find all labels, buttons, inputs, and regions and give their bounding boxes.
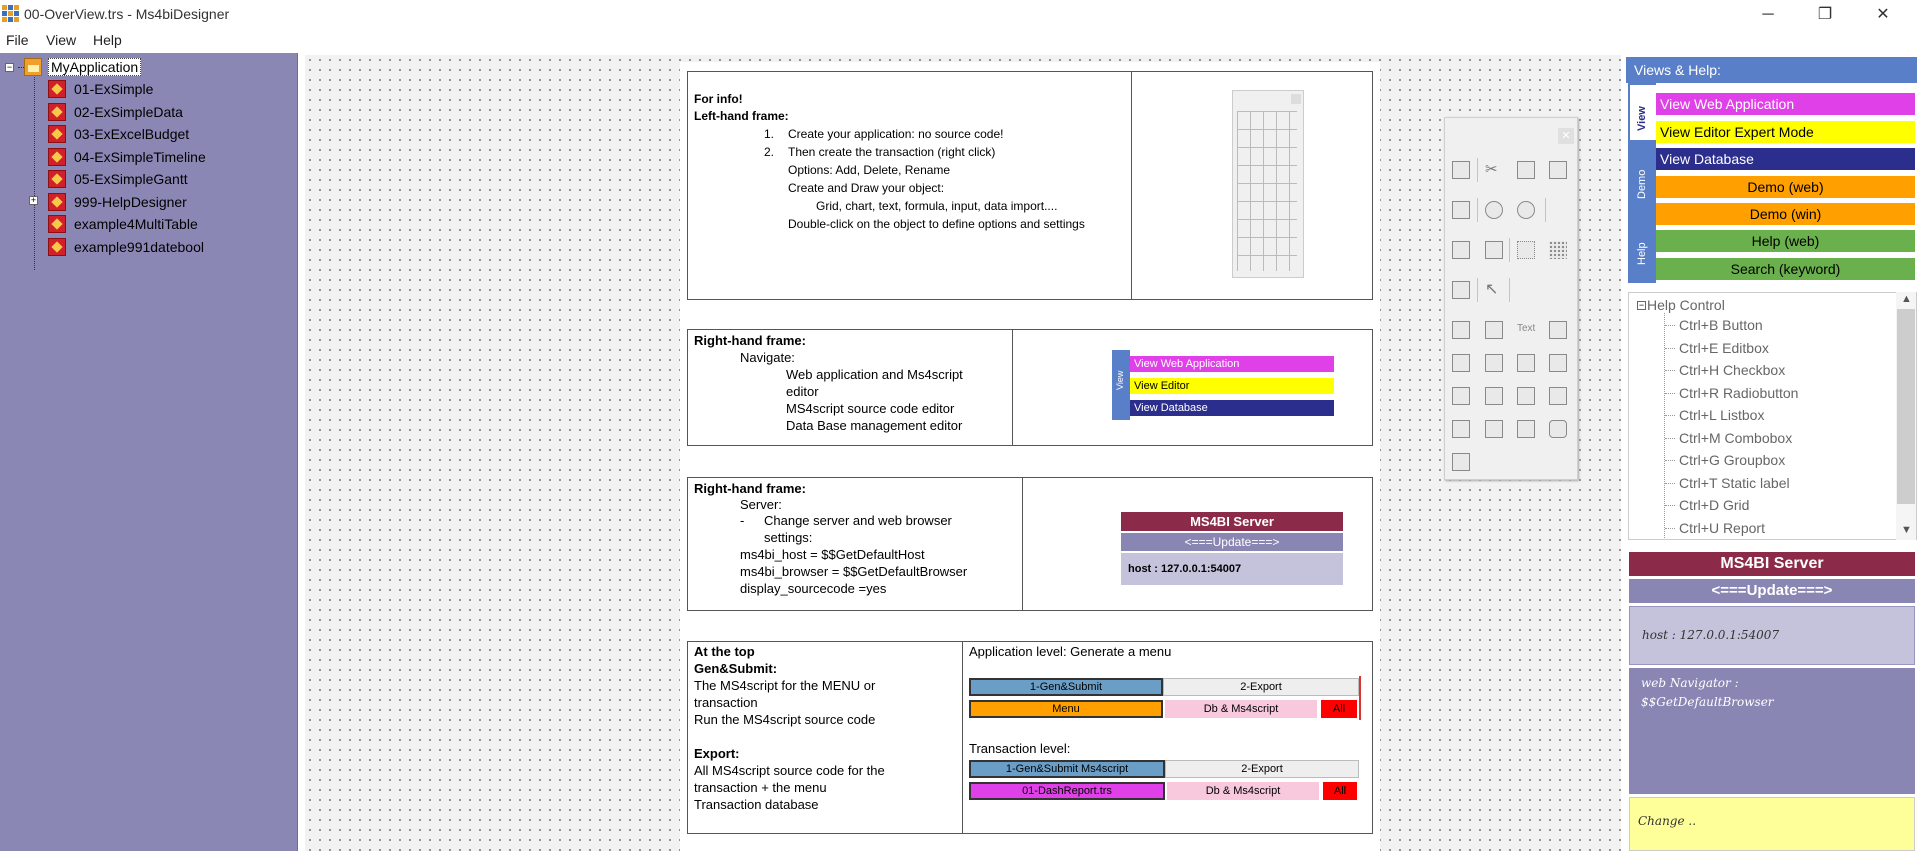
- text-tool-icon[interactable]: Text: [1517, 323, 1536, 334]
- maximize-button[interactable]: ❐: [1817, 6, 1833, 23]
- menu-file[interactable]: File: [6, 32, 29, 48]
- help-item[interactable]: Ctrl+M Combobox: [1679, 430, 1793, 446]
- cut-icon[interactable]: ✂: [1485, 161, 1498, 178]
- print-icon[interactable]: [1452, 201, 1470, 219]
- transaction-icon: [48, 148, 66, 166]
- checkbox-tool-icon[interactable]: [1485, 354, 1503, 372]
- document-tool-icon[interactable]: [1485, 420, 1503, 438]
- app-icon: [2, 5, 19, 22]
- transaction-icon: [48, 103, 66, 121]
- grid-tool-icon[interactable]: [1485, 387, 1503, 405]
- label-tool-icon[interactable]: [1549, 321, 1567, 339]
- select-area-icon[interactable]: [1517, 241, 1535, 259]
- transaction-icon: [48, 215, 66, 233]
- mini-view-editor: View Editor: [1130, 378, 1334, 394]
- view-database-button[interactable]: View Database: [1656, 148, 1915, 170]
- window-title: 00-OverView.trs - Ms4biDesigner: [24, 6, 230, 22]
- script-tool-icon[interactable]: [1517, 420, 1535, 438]
- mini-view-database: View Database: [1130, 400, 1334, 416]
- view-tab-image: View: [1112, 350, 1130, 420]
- transaction-icon: [48, 170, 66, 188]
- help-scrollbar-thumb[interactable]: [1897, 309, 1915, 504]
- tree-item[interactable]: example991datebool: [48, 236, 206, 258]
- refresh-tool-icon[interactable]: [1452, 420, 1470, 438]
- change-settings-field[interactable]: Change ..: [1629, 797, 1915, 851]
- mini-server-host: host : 127.0.0.1:54007: [1121, 553, 1343, 585]
- menu-bar: [0, 29, 1917, 52]
- help-item[interactable]: Ctrl+T Static label: [1679, 475, 1790, 491]
- scroll-down-icon[interactable]: ▼: [1901, 524, 1912, 536]
- server-title: MS4BI Server: [1629, 552, 1915, 576]
- help-control-root[interactable]: Help Control: [1647, 297, 1725, 313]
- mini-server-title: MS4BI Server: [1121, 512, 1343, 531]
- paste-icon[interactable]: [1549, 161, 1567, 179]
- info-frame-gen-submit[interactable]: At the top Gen&Submit: The MS4script for the MENU or transaction Run the MS4script source code Export: All MS4script source code for the transaction + the menu Transaction database Application level: Generate a menu 1-Gen&Submit 2-Export Menu Db & Ms4script All Transaction level: 1-Gen&Submit Ms4script 2-Export 01-DashReport.trs Db & Ms4script All: [687, 641, 1373, 834]
- frame1-heading2: Left-hand frame:: [694, 109, 789, 123]
- title-bar: [0, 0, 1917, 29]
- frame2-heading: Right-hand frame:: [694, 333, 806, 348]
- report-tool-icon[interactable]: [1452, 387, 1470, 405]
- groupbox-tool-icon[interactable]: [1452, 354, 1470, 372]
- tab-view[interactable]: View: [1630, 85, 1656, 140]
- server-host-field[interactable]: host : 127.0.0.1:54007: [1629, 606, 1915, 665]
- frame1-line1: Create your application: no source code!: [788, 127, 1004, 141]
- application-tree: [0, 53, 298, 851]
- copy-icon[interactable]: [1517, 161, 1535, 179]
- database-tool-icon[interactable]: [1549, 420, 1567, 438]
- tree-item[interactable]: 03-ExExcelBudget: [48, 123, 191, 145]
- web-navigator-panel: [1629, 668, 1915, 794]
- web-navigator-value: $$GetDefaultBrowser: [1641, 695, 1774, 709]
- grid-toggle-icon[interactable]: [1549, 241, 1567, 259]
- transaction-icon: [48, 238, 66, 256]
- table-tool-icon[interactable]: [1517, 387, 1535, 405]
- frame3-heading: Right-hand frame:: [694, 481, 806, 496]
- view-web-application-button[interactable]: View Web Application: [1656, 93, 1915, 115]
- tree-item[interactable]: 05-ExSimpleGantt: [48, 168, 190, 190]
- tree-item[interactable]: example4MultiTable: [48, 213, 200, 235]
- transaction-icon: [48, 193, 66, 211]
- expand-icon[interactable]: +: [30, 195, 37, 205]
- frame1-line5: Grid, chart, text, formula, input, data import....: [816, 199, 1058, 213]
- server-update-button[interactable]: <===Update===>: [1629, 579, 1915, 603]
- demo-win-button[interactable]: Demo (win): [1656, 203, 1915, 225]
- pin-icon[interactable]: [1485, 201, 1503, 219]
- help-control-tree[interactable]: [1628, 292, 1917, 540]
- tab-help[interactable]: Help: [1636, 242, 1648, 265]
- collapse-icon[interactable]: −: [1638, 300, 1645, 310]
- views-help-header: Views & Help:: [1626, 57, 1917, 83]
- frame1-line3: Options: Add, Delete, Rename: [788, 163, 951, 177]
- help-item[interactable]: Ctrl+U Report: [1679, 520, 1765, 536]
- mini-toolbox-image: [1232, 90, 1304, 278]
- frame-left-icon[interactable]: [1452, 241, 1470, 259]
- tab-demo[interactable]: Demo: [1636, 169, 1648, 199]
- save-icon[interactable]: [1452, 161, 1470, 179]
- help-item[interactable]: Ctrl+B Button: [1679, 317, 1763, 333]
- menu-view[interactable]: View: [46, 32, 77, 48]
- duplicate-icon[interactable]: [1452, 281, 1470, 299]
- minimize-button[interactable]: ─: [1762, 6, 1774, 23]
- info-frame-left-hand[interactable]: For info! Left-hand frame: 1. Create your application: no source code! 2. Then create the transaction (right click) Options: Add, Delete, Rename Create and Draw your object: Grid, chart, text, formula, input, data import.... Double-click on the object to define options and settings: [687, 71, 1373, 300]
- help-item[interactable]: Ctrl+H Checkbox: [1679, 362, 1786, 378]
- design-toolbox[interactable]: [1444, 117, 1578, 480]
- editbox-tool-icon[interactable]: [1485, 321, 1503, 339]
- frame-icon[interactable]: [1485, 241, 1503, 259]
- right-panel-tabs: [1628, 83, 1656, 283]
- folder-icon: [24, 58, 42, 76]
- help-web-button[interactable]: Help (web): [1656, 230, 1915, 252]
- help-item[interactable]: Ctrl+D Grid: [1679, 497, 1750, 513]
- tree-item[interactable]: 01-ExSimple: [48, 78, 155, 100]
- exit-tool-icon[interactable]: [1452, 453, 1470, 471]
- close-button[interactable]: ✕: [1876, 6, 1890, 23]
- tree-item[interactable]: 04-ExSimpleTimeline: [48, 146, 208, 168]
- mini-view-web-app: View Web Application: [1130, 356, 1334, 372]
- transaction-icon: [48, 80, 66, 98]
- help-item[interactable]: Ctrl+E Editbox: [1679, 340, 1769, 356]
- chart-tool-icon[interactable]: [1549, 387, 1567, 405]
- frame1-line2: Then create the transaction (right click): [788, 145, 996, 159]
- frame1-heading1: For info!: [694, 92, 743, 106]
- info-frame-server[interactable]: Right-hand frame: Server: - Change server and web browser settings: ms4bi_host = $$GetDefaultHost ms4bi_browser = $$GetDefaultBrowser display_sourcecode =yes MS4BI Server <===Update===> host : 127.0.0.1:54007: [687, 477, 1373, 611]
- help-item[interactable]: Ctrl+R Radiobutton: [1679, 385, 1799, 401]
- mini-server-update: <===Update===>: [1121, 533, 1343, 551]
- toolbox-close-icon[interactable]: ✕: [1558, 128, 1574, 144]
- web-navigator-label: web Navigator :: [1641, 676, 1739, 690]
- view-editor-expert-mode-button[interactable]: View Editor Expert Mode: [1656, 121, 1915, 143]
- collapse-icon[interactable]: −: [6, 62, 13, 72]
- tree-item[interactable]: 02-ExSimpleData: [48, 101, 185, 123]
- unpin-icon[interactable]: [1517, 201, 1535, 219]
- combobox-tool-icon[interactable]: [1517, 354, 1535, 372]
- help-item[interactable]: Ctrl+L Listbox: [1679, 407, 1765, 423]
- button-tool-icon[interactable]: [1452, 321, 1470, 339]
- frame1-line4: Create and Draw your object:: [788, 181, 945, 195]
- search-keyword-button[interactable]: Search (keyword): [1656, 258, 1915, 280]
- transaction-icon: [48, 125, 66, 143]
- menu-help[interactable]: Help: [93, 32, 122, 48]
- help-item[interactable]: Ctrl+G Groupbox: [1679, 452, 1786, 468]
- scroll-up-icon[interactable]: ▲: [1901, 293, 1912, 305]
- frame1-line6: Double-click on the object to define options and settings: [788, 217, 1085, 231]
- listbox-tool-icon[interactable]: [1549, 354, 1567, 372]
- pointer-icon[interactable]: ↖: [1485, 281, 1499, 298]
- demo-web-button[interactable]: Demo (web): [1656, 176, 1915, 198]
- tree-item[interactable]: 999-HelpDesigner: [48, 191, 189, 213]
- info-frame-navigate[interactable]: Right-hand frame: Navigate: Web application and Ms4script editor MS4script source code editor Data Base management editor View View Web Application View Editor View Database: [687, 329, 1373, 446]
- tree-root[interactable]: MyApplication: [24, 56, 141, 78]
- design-page: [680, 62, 1380, 851]
